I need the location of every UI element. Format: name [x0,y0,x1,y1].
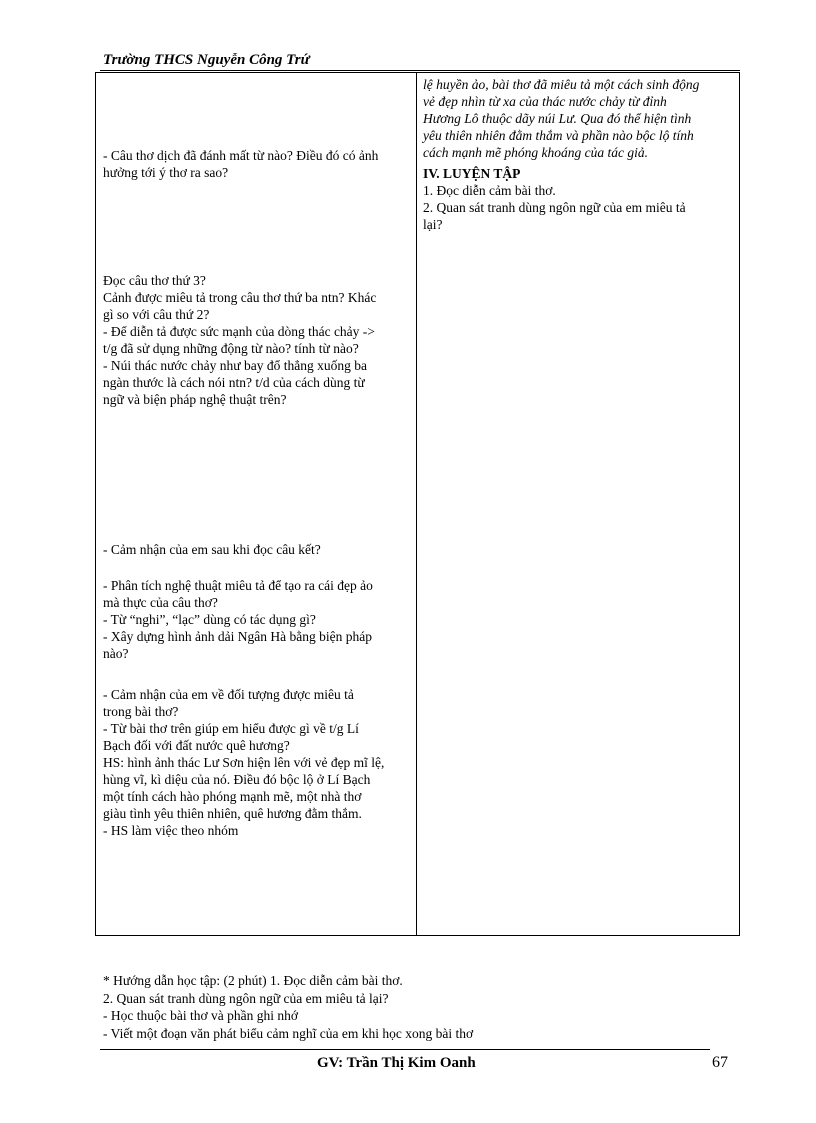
text-line: một tính cách hào phóng mạnh mẽ, một nhà thơ [103,789,362,804]
text-line: lại? [423,217,443,232]
column-divider [416,73,417,935]
text-line: t/g đã sử dụng những động từ nào? tính từ nào? [103,341,359,356]
text-line: giàu tình yêu thiên nhiên, quê hương đằm thắm. [103,806,362,821]
text-line: Bạch đối với đất nước quê hương? [103,738,290,753]
text-line: - Cảm nhận của em sau khi đọc câu kết? [103,542,321,557]
footer-divider [100,1049,710,1050]
text-line: vẻ đẹp nhìn từ xa của thác nước chảy từ đỉnh [423,94,667,109]
text-line: - Từ bài thơ trên giúp em hiểu được gì về t/g Lí [103,721,359,736]
header-divider [100,70,740,71]
question-block-1 [103,147,409,181]
text-line: - HS làm việc theo nhóm [103,823,239,838]
text-line: gì so với câu thứ 2? [103,307,210,322]
text-line: Hương Lô thuộc dãy núi Lư. Qua đó thể hiện tình [423,111,692,126]
text-line: * Hướng dẫn học tập: (2 phút) 1. Đọc diễn cảm bài thơ. [103,973,403,988]
text-line: ngữ và biện pháp nghệ thuật trên? [103,392,287,407]
text-line: - Câu thơ dịch đã đánh mất từ nào? Điều đó có ảnh [103,148,379,163]
text-line: - Để diễn tả được sức mạnh của dòng thác chảy -> [103,324,375,339]
text-line: lệ huyền ảo, bài thơ đã miêu tả một cách sinh động [423,77,700,92]
homework-notes [103,972,473,1042]
text-line: - Từ “nghi”, “lạc” dùng có tác dụng gì? [103,612,316,627]
text-line: Đọc câu thơ thứ 3? [103,273,206,288]
text-line: nào? [103,646,129,661]
text-line: ngàn thước là cách nói ntn? t/d của cách dùng từ [103,375,365,390]
lesson-table [95,72,740,936]
text-line: - Núi thác nước chảy như bay đổ thẳng xuống ba [103,358,367,373]
page-number: 67 [712,1054,728,1071]
text-line: 1. Đọc diễn cảm bài thơ. [423,183,556,198]
text-line: - Học thuộc bài thơ và phần ghi nhớ [103,1008,298,1023]
text-line: - Cảm nhận của em về đối tượng được miêu tả [103,687,354,702]
text-line: Cảnh được miêu tả trong câu thơ thứ ba ntn? Khác [103,290,377,305]
school-header: Trường THCS Nguyễn Công Trứ [103,52,310,68]
text-line: 2. Quan sát tranh dùng ngôn ngữ của em miêu tả [423,200,686,215]
text-line: trong bài thơ? [103,704,179,719]
text-line: HS: hình ảnh thác Lư Sơn hiện lên với vẻ đẹp mĩ lệ, [103,755,385,770]
question-block-3 [103,541,409,558]
practice-heading: IV. LUYỆN TẬP [423,166,521,181]
text-line: - Viết một đoạn văn phát biểu cảm nghĩ của em khi học xong bài thơ [103,1025,474,1041]
text-line: 2. Quan sát tranh dùng ngôn ngữ của em miêu tả lại? [103,990,389,1006]
practice-section [423,165,735,233]
summary-paragraph [423,76,735,161]
question-block-2 [103,272,409,408]
text-line: yêu thiên nhiên đằm thắm và phần nào bộc lộ tính [423,128,694,143]
text-line: hưởng tới ý thơ ra sao? [103,165,229,180]
text-line: - Phân tích nghệ thuật miêu tả để tạo ra cái đẹp ảo [103,578,373,593]
text-line: - Xây dựng hình ảnh dải Ngân Hà bằng biện pháp [103,629,372,644]
teacher-name: GV: Trần Thị Kim Oanh [317,1055,476,1071]
question-block-5 [103,686,409,839]
question-block-4 [103,577,409,662]
text-line: mà thực của câu thơ? [103,595,218,610]
text-line: cách mạnh mẽ phóng khoáng của tác giả. [423,145,648,160]
text-line: hùng vĩ, kì diệu của nó. Điều đó bộc lộ ở Lí Bạch [103,772,371,787]
